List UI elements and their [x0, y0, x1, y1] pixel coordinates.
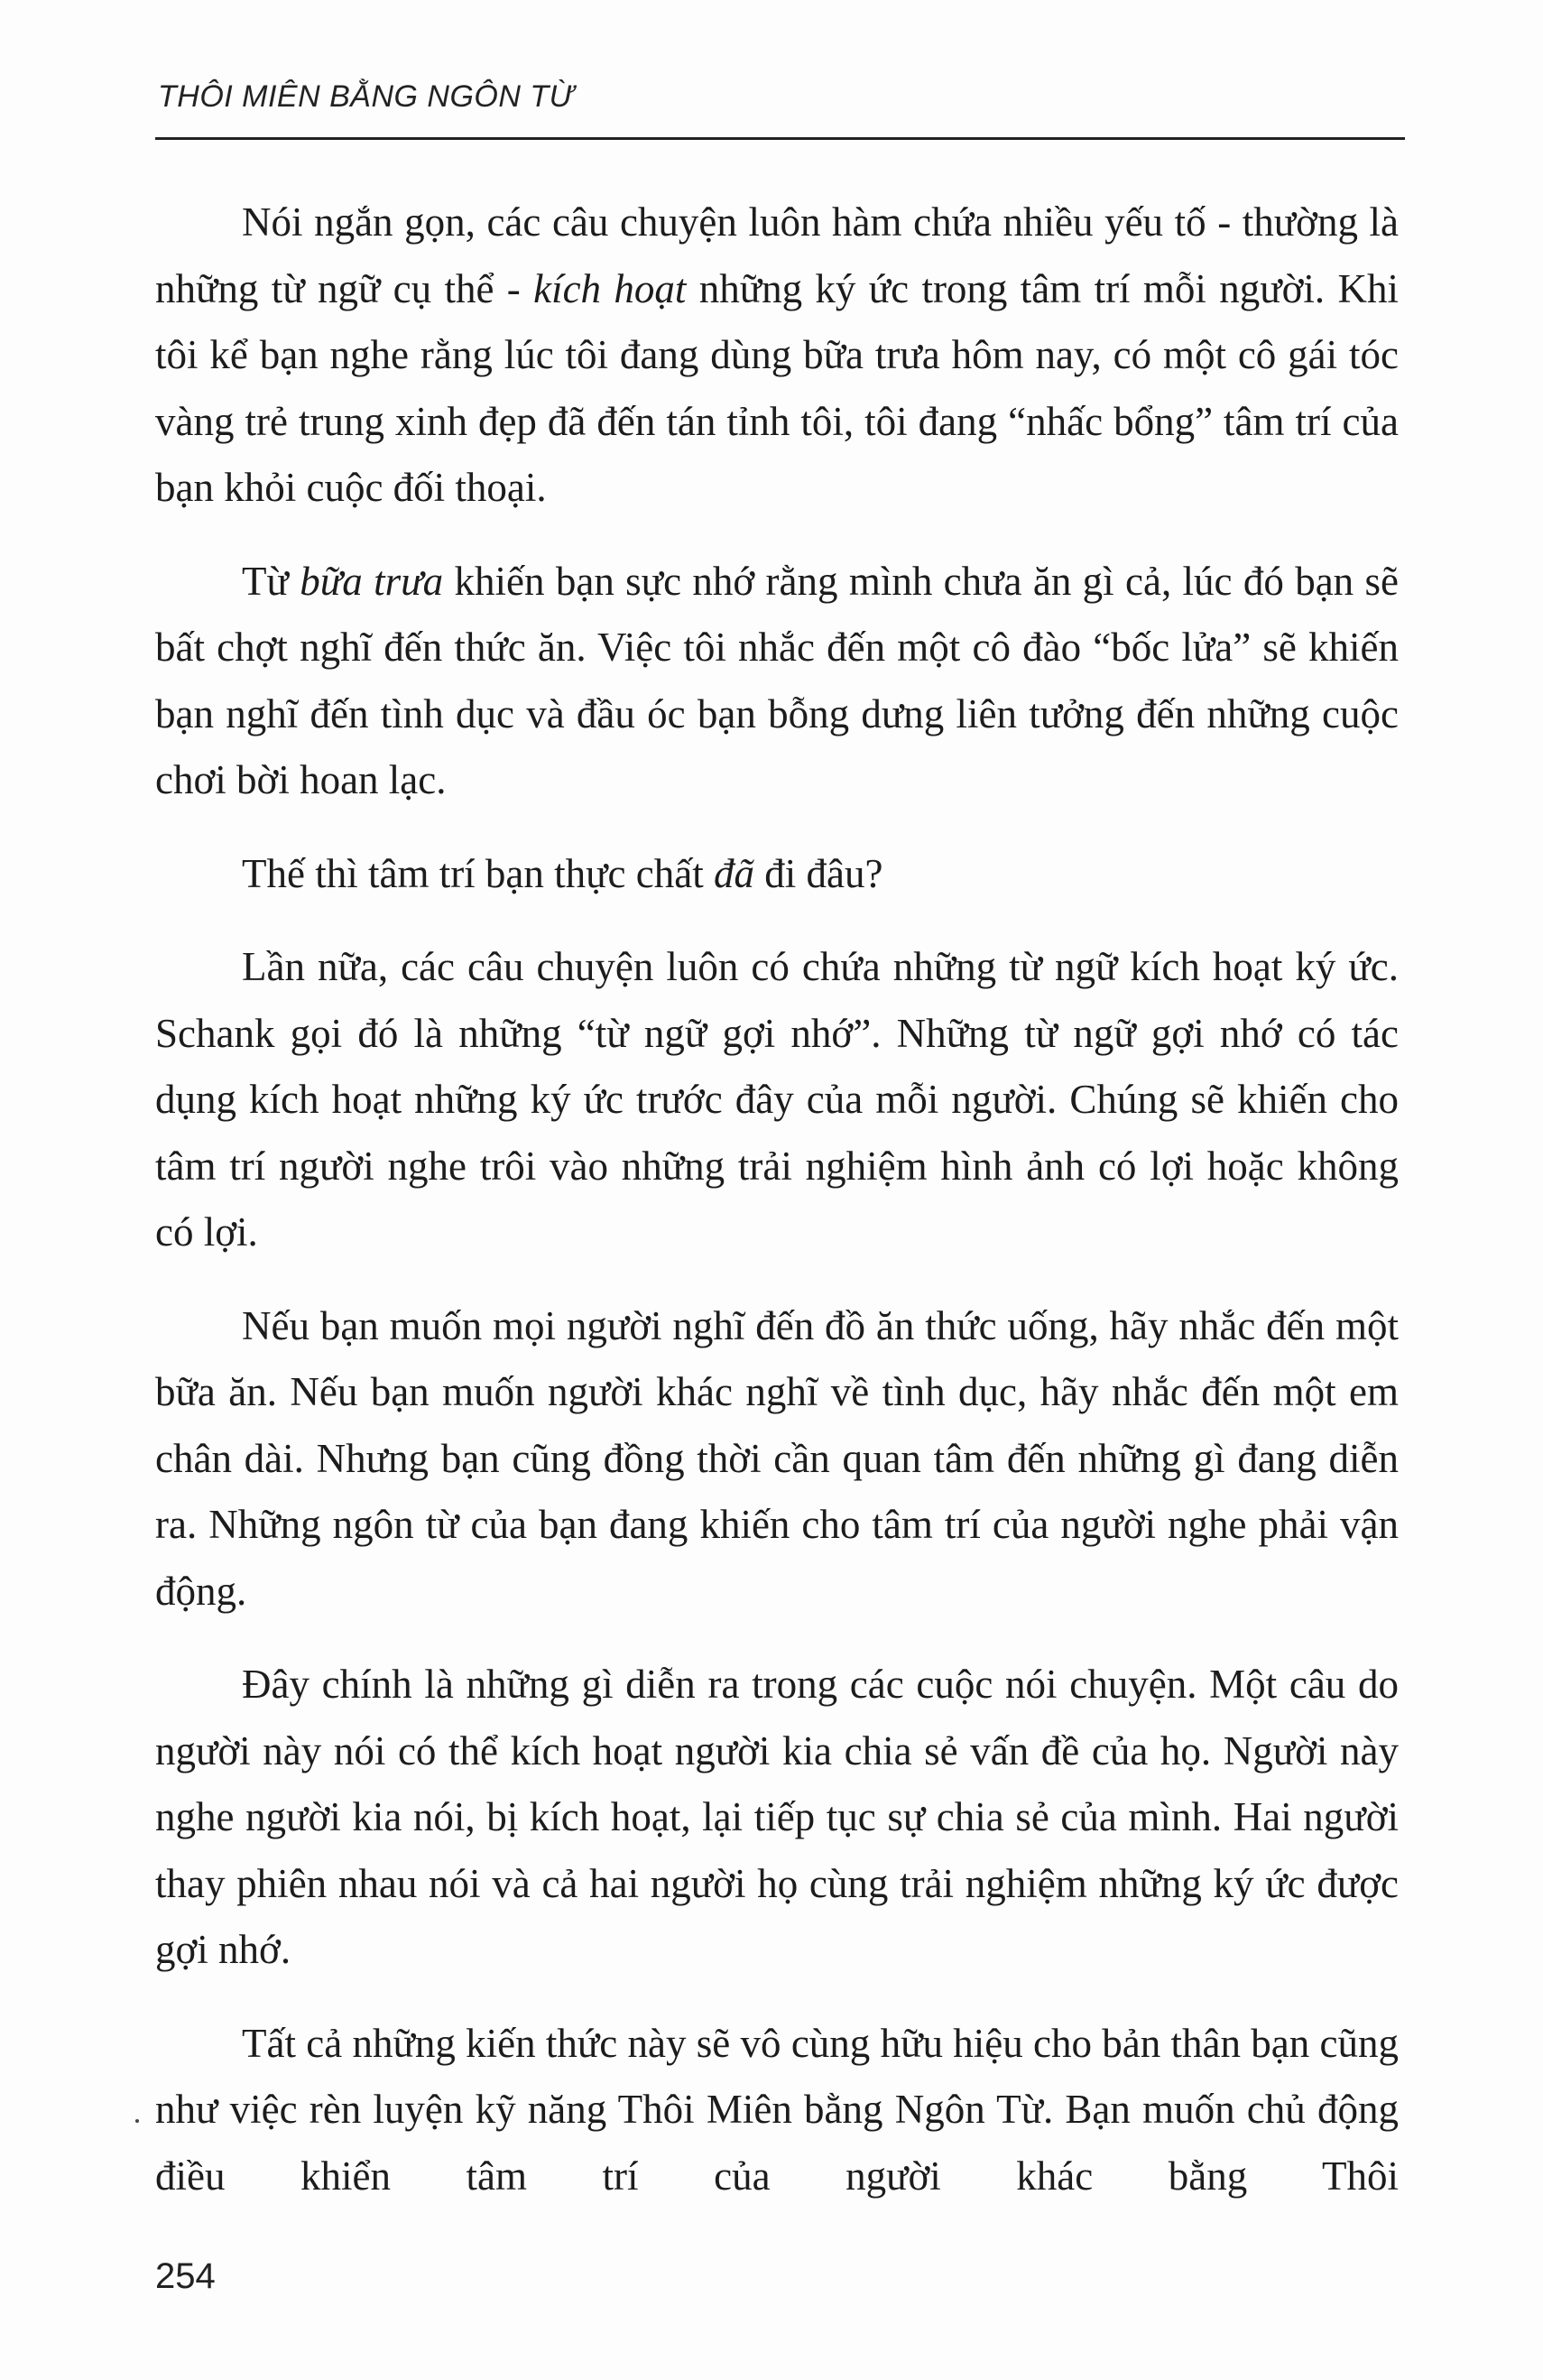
emphasis-bua-trua: bữa trưa [300, 558, 444, 604]
body-text [155, 190, 1399, 2209]
running-header: THÔI MIÊN BẰNG NGÔN TỪ [158, 79, 575, 114]
paragraph-3: Thế thì tâm trí bạn thực chất đã đi đâu? [242, 850, 883, 896]
paragraph-4: Lần nữa, các câu chuyện luôn có chứa những từ ngữ kích hoạt ký ức. Schank gọi đó là những “từ ngữ gợi nhớ”. Những từ ngữ gợi nhớ có tác dụng kích hoạt những ký ức trước đây của mỗi người. Chúng sẽ khiến cho tâm trí người nghe trôi vào những trải nghiệm hình ảnh có lợi hoặc không có lợi. [155, 944, 1399, 1255]
paragraph-7: Tất cả những kiến thức này sẽ vô cùng hữu hiệu cho bản thân bạn cũng như việc rèn luyện kỹ năng Thôi Miên bằng Ngôn Từ. Bạn muốn chủ động điều khiển tâm trí của người khác bằng Thôi [155, 2020, 1399, 2199]
paragraph-6: Đây chính là những gì diễn ra trong các cuộc nói chuyện. Một câu do người này nói có thể kích hoạt người kia chia sẻ vấn đề của họ. Người này nghe người kia nói, bị kích hoạt, lại tiếp tục sự chia sẻ của mình. Hai người thay phiên nhau nói và cả hai người họ cùng trải nghiệm những ký ức được gợi nhớ. [155, 1662, 1399, 1972]
page-number: 254 [155, 2256, 216, 2296]
paragraph-5: Nếu bạn muốn mọi người nghĩ đến đồ ăn thức uống, hãy nhắc đến một bữa ăn. Nếu bạn muốn người khác nghĩ về tình dục, hãy nhắc đến một em chân dài. Nhưng bạn cũng đồng thời cần quan tâm đến những gì đang diễn ra. Những ngôn từ của bạn đang khiến cho tâm trí của người nghe phải vận động. [155, 1302, 1399, 1614]
margin-dot [135, 2119, 139, 2123]
paragraph-2: Từ bữa trưa khiến bạn sực nhớ rằng mình chưa ăn gì cả, lúc đó bạn sẽ bất chợt nghĩ đến thức ăn. Việc tôi nhắc đến một cô đào “bốc lửa” sẽ khiến bạn nghĩ đến tình dục và đầu óc bạn bỗng dưng liên tưởng đến những cuộc chơi bời hoan lạc. [155, 558, 1399, 802]
emphasis-da: đã [713, 850, 754, 896]
header-divider [155, 137, 1405, 140]
paragraph-1: Nói ngắn gọn, các câu chuyện luôn hàm chứa nhiều yếu tố - thường là những từ ngữ cụ thể - kích hoạt những ký ức trong tâm trí mỗi người. Khi tôi kể bạn nghe rằng lúc tôi đang dùng bữa trưa hôm nay, có một cô gái tóc vàng trẻ trung xinh đẹp đã đến tán tỉnh tôi, tôi đang “nhấc bổng” tâm trí của bạn khỏi cuộc đối thoại. [155, 199, 1399, 510]
emphasis-kich-hoat: kích hoạt [533, 265, 687, 311]
